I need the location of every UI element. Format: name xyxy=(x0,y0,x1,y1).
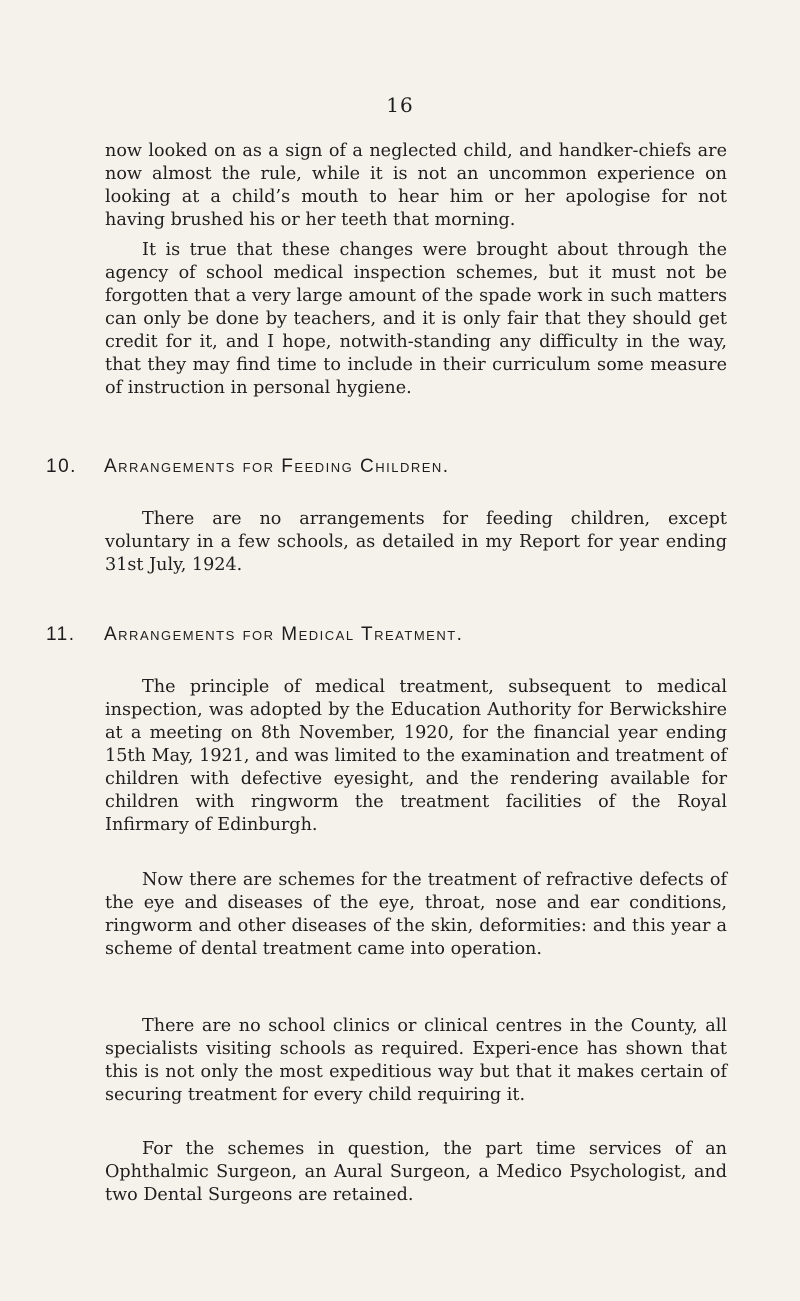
section-heading-medical-treatment xyxy=(46,624,463,646)
paragraph-medical-treatment-principle: The principle of medical treatment, subsequent to medical inspection, was adopted by the Education Authority for Berwickshire at a meeting on 8th November, 1920, for the financial year ending 15th May, 1921, and was limited to the examination and treatment of children with defective eyesight, and the rendering available for children with ringworm the treatment facilities of the Royal Infirmary of Edinburgh. xyxy=(105,677,727,835)
paragraph-school-inspection-credit: It is true that these changes were brought about through the agency of school medical inspection schemes, but it must not be forgotten that a very large amount of the spade work in such matters can only be done by teachers, and it is only fair that they should get credit for it, and I hope, notwith-standing any difficulty in the way, that they may find time to include in their curriculum some measure of instruction in personal hygiene. xyxy=(105,240,727,398)
paragraph-treatment-schemes: Now there are schemes for the treatment of refractive defects of the eye and diseases of the eye, throat, nose and ear conditions, ringworm and other diseases of the skin, deformities: and this year a scheme of dental treatment came into operation. xyxy=(105,870,727,959)
paragraph-part-time-services: For the schemes in question, the part time services of an Ophthalmic Surgeon, an Aural Surgeon, a Medico Psychologist, and two Dental Surgeons are retained. xyxy=(105,1139,727,1205)
section-title: Arrangements for Feeding Children. xyxy=(104,456,450,477)
paragraph-no-school-clinics: There are no school clinics or clinical centres in the County, all specialists visiting schools as required. Experi-ence has shown that this is not only the most expeditious way but that it makes certain of securing treatment for every child requiring it. xyxy=(105,1016,727,1105)
section-heading-feeding xyxy=(46,456,450,478)
section-title: Arrangements for Medical Treatment. xyxy=(104,624,464,645)
section-number: 10. xyxy=(46,456,77,477)
section-number: 11. xyxy=(46,624,76,645)
paragraph-teeth-hygiene: now looked on as a sign of a neglected child, and handker-chiefs are now almost the rule, while it is not an uncommon experience on looking at a child’s mouth to hear him or her apologise for not having brushed his or her teeth that morning. xyxy=(105,141,727,230)
paragraph-feeding-arrangements: There are no arrangements for feeding children, except voluntary in a few schools, as detailed in my Report for year ending 31st July, 1924. xyxy=(105,509,727,575)
page-number: 16 xyxy=(386,93,414,117)
